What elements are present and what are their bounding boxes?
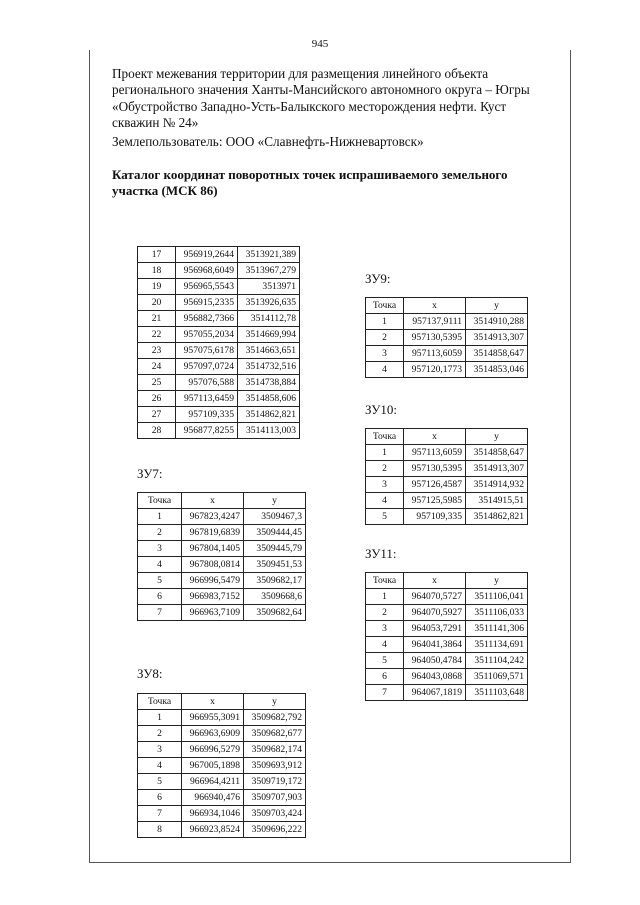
project-title-line: регионального значения Ханты-Мансийского автономного округа – Югры	[112, 82, 530, 98]
table-row	[366, 445, 528, 461]
catalog-title	[112, 167, 552, 199]
x-coordinate-cell: 966983,7152	[182, 589, 244, 605]
table-row	[366, 589, 528, 605]
section-label-zu10: ЗУ10:	[365, 402, 398, 417]
y-coordinate-cell: 3509682,64	[244, 605, 306, 621]
coordinates-table-zu10	[365, 428, 528, 525]
point-number-cell: 24	[138, 359, 176, 375]
y-coordinate-cell: 3513921,389	[238, 247, 300, 263]
point-number-cell: 26	[138, 391, 176, 407]
table-row	[138, 541, 306, 557]
y-coordinate-cell: 3511104,242	[466, 653, 528, 669]
table-row	[138, 790, 306, 806]
table-row	[138, 822, 306, 838]
page-number: 945	[311, 38, 329, 50]
point-number-cell: 7	[138, 806, 182, 822]
y-coordinate-cell: 3511069,571	[466, 669, 528, 685]
y-coordinate-cell: 3514858,606	[238, 391, 300, 407]
y-coordinate-cell: 3509444,45	[244, 525, 306, 541]
column-header-y: y	[244, 694, 306, 710]
point-number-cell: 4	[366, 637, 404, 653]
coordinates-table-zu9	[365, 297, 528, 378]
x-coordinate-cell: 957125,5985	[404, 493, 466, 509]
table-row	[138, 391, 300, 407]
column-header-x: x	[404, 573, 466, 589]
point-number-cell: 19	[138, 279, 176, 295]
y-coordinate-cell: 3509682,17	[244, 573, 306, 589]
y-coordinate-cell: 3509445,79	[244, 541, 306, 557]
y-coordinate-cell: 3513926,635	[238, 295, 300, 311]
point-number-cell: 2	[366, 330, 404, 346]
point-number-cell: 25	[138, 375, 176, 391]
point-number-cell: 4	[138, 557, 182, 573]
x-coordinate-cell: 967808,0814	[182, 557, 244, 573]
x-coordinate-cell: 967005,1898	[182, 758, 244, 774]
y-coordinate-cell: 3513967,279	[238, 263, 300, 279]
column-header-y: y	[466, 298, 528, 314]
point-number-cell: 1	[138, 509, 182, 525]
table-row	[366, 346, 528, 362]
x-coordinate-cell: 956968,6049	[176, 263, 238, 279]
point-number-cell: 27	[138, 407, 176, 423]
x-coordinate-cell: 957109,335	[176, 407, 238, 423]
x-coordinate-cell: 957113,6459	[176, 391, 238, 407]
point-number-cell: 8	[138, 822, 182, 838]
y-coordinate-cell: 3509693,912	[244, 758, 306, 774]
y-coordinate-cell: 3509682,677	[244, 726, 306, 742]
y-coordinate-cell: 3514858,647	[466, 346, 528, 362]
point-number-cell: 17	[138, 247, 176, 263]
project-title-line: скважин № 24»	[112, 114, 199, 130]
x-coordinate-cell: 964050,4784	[404, 653, 466, 669]
table-row	[138, 758, 306, 774]
point-number-cell: 1	[138, 710, 182, 726]
point-number-cell: 3	[138, 742, 182, 758]
y-coordinate-cell: 3513971	[238, 279, 300, 295]
x-coordinate-cell: 956965,5543	[176, 279, 238, 295]
table-row	[138, 343, 300, 359]
x-coordinate-cell: 967804,1405	[182, 541, 244, 557]
x-coordinate-cell: 957137,9111	[404, 314, 466, 330]
project-title-line: «Обустройство Западно-Усть-Балыкского месторождения нефти. Куст	[112, 98, 507, 114]
table-row	[138, 509, 306, 525]
table-row	[138, 247, 300, 263]
x-coordinate-cell: 957076,588	[176, 375, 238, 391]
x-coordinate-cell: 964070,5927	[404, 605, 466, 621]
y-coordinate-cell: 3514732,516	[238, 359, 300, 375]
table-row	[138, 710, 306, 726]
point-number-cell: 2	[138, 726, 182, 742]
x-coordinate-cell: 957109,335	[404, 509, 466, 525]
table-row	[138, 327, 300, 343]
column-header-y: y	[466, 429, 528, 445]
table-row	[366, 461, 528, 477]
x-coordinate-cell: 966964,4211	[182, 774, 244, 790]
point-number-cell: 3	[366, 477, 404, 493]
x-coordinate-cell: 964043,0868	[404, 669, 466, 685]
column-header-x: x	[404, 298, 466, 314]
point-number-cell: 1	[366, 445, 404, 461]
point-number-cell: 22	[138, 327, 176, 343]
document-header	[112, 66, 552, 150]
table-row	[366, 509, 528, 525]
coordinates-table-zu7	[137, 492, 306, 621]
column-header-point: Точка	[138, 694, 182, 710]
point-number-cell: 6	[138, 790, 182, 806]
column-header-x: x	[182, 694, 244, 710]
x-coordinate-cell: 957130,5395	[404, 330, 466, 346]
table-row	[138, 806, 306, 822]
table-row	[366, 637, 528, 653]
point-number-cell: 21	[138, 311, 176, 327]
table-row	[138, 295, 300, 311]
y-coordinate-cell: 3514862,821	[238, 407, 300, 423]
table-row	[138, 407, 300, 423]
table-row	[138, 605, 306, 621]
x-coordinate-cell: 956882,7366	[176, 311, 238, 327]
table-row	[138, 742, 306, 758]
column-header-y: y	[466, 573, 528, 589]
y-coordinate-cell: 3514853,046	[466, 362, 528, 378]
y-coordinate-cell: 3511106,041	[466, 589, 528, 605]
y-coordinate-cell: 3514910,288	[466, 314, 528, 330]
column-header-y: y	[244, 493, 306, 509]
point-number-cell: 20	[138, 295, 176, 311]
y-coordinate-cell: 3509668,6	[244, 589, 306, 605]
table-row	[138, 589, 306, 605]
catalog-title-line: Каталог координат поворотных точек испрашиваемого земельного	[112, 167, 508, 182]
y-coordinate-cell: 3511141,306	[466, 621, 528, 637]
x-coordinate-cell: 967823,4247	[182, 509, 244, 525]
y-coordinate-cell: 3514112,78	[238, 311, 300, 327]
coordinates-table-zu11	[365, 572, 528, 701]
y-coordinate-cell: 3514738,884	[238, 375, 300, 391]
y-coordinate-cell: 3509451,53	[244, 557, 306, 573]
point-number-cell: 7	[138, 605, 182, 621]
column-header-point: Точка	[366, 298, 404, 314]
table-row	[138, 726, 306, 742]
x-coordinate-cell: 966963,7109	[182, 605, 244, 621]
y-coordinate-cell: 3514113,003	[238, 423, 300, 439]
y-coordinate-cell: 3514663,651	[238, 343, 300, 359]
x-coordinate-cell: 956877,8255	[176, 423, 238, 439]
y-coordinate-cell: 3511103,648	[466, 685, 528, 701]
x-coordinate-cell: 966934,1046	[182, 806, 244, 822]
x-coordinate-cell: 966996,5479	[182, 573, 244, 589]
point-number-cell: 1	[366, 589, 404, 605]
point-number-cell: 3	[366, 346, 404, 362]
table-row	[138, 525, 306, 541]
x-coordinate-cell: 957130,5395	[404, 461, 466, 477]
table-row	[366, 669, 528, 685]
x-coordinate-cell: 957097,0724	[176, 359, 238, 375]
x-coordinate-cell: 957113,6059	[404, 445, 466, 461]
y-coordinate-cell: 3509696,222	[244, 822, 306, 838]
table-row	[138, 423, 300, 439]
point-number-cell: 7	[366, 685, 404, 701]
table-row	[366, 493, 528, 509]
x-coordinate-cell: 956915,2335	[176, 295, 238, 311]
project-title-line: Проект межевания территории для размещения линейного объекта	[112, 66, 489, 81]
table-row	[366, 477, 528, 493]
coordinates-table-zu8	[137, 693, 306, 838]
y-coordinate-cell: 3511106,033	[466, 605, 528, 621]
x-coordinate-cell: 966963,6909	[182, 726, 244, 742]
y-coordinate-cell: 3509682,174	[244, 742, 306, 758]
x-coordinate-cell: 966940,476	[182, 790, 244, 806]
y-coordinate-cell: 3509707,903	[244, 790, 306, 806]
column-header-point: Точка	[138, 493, 182, 509]
x-coordinate-cell: 966996,5279	[182, 742, 244, 758]
table-row	[138, 573, 306, 589]
point-number-cell: 5	[138, 774, 182, 790]
table-row	[366, 330, 528, 346]
column-header-point: Точка	[366, 429, 404, 445]
table-row	[366, 653, 528, 669]
y-coordinate-cell: 3514858,647	[466, 445, 528, 461]
section-label-zu8: ЗУ8:	[137, 666, 163, 681]
y-coordinate-cell: 3514862,821	[466, 509, 528, 525]
table-row	[138, 375, 300, 391]
x-coordinate-cell: 966955,3091	[182, 710, 244, 726]
land-user: Землепользователь: ООО «Славнефть-Нижневартовск»	[112, 134, 424, 150]
point-number-cell: 2	[366, 461, 404, 477]
x-coordinate-cell: 957126,4587	[404, 477, 466, 493]
x-coordinate-cell: 964041,3864	[404, 637, 466, 653]
point-number-cell: 3	[138, 541, 182, 557]
y-coordinate-cell: 3514915,51	[466, 493, 528, 509]
point-number-cell: 4	[366, 362, 404, 378]
table-row	[366, 362, 528, 378]
table-row	[366, 605, 528, 621]
table-row	[366, 685, 528, 701]
y-coordinate-cell: 3509719,172	[244, 774, 306, 790]
catalog-title-line: участка (МСК 86)	[112, 183, 218, 198]
point-number-cell: 2	[138, 525, 182, 541]
point-number-cell: 5	[366, 509, 404, 525]
coordinates-table-continuation	[137, 246, 300, 439]
table-row	[366, 621, 528, 637]
x-coordinate-cell: 966923,8524	[182, 822, 244, 838]
y-coordinate-cell: 3509682,792	[244, 710, 306, 726]
y-coordinate-cell: 3509467,3	[244, 509, 306, 525]
point-number-cell: 28	[138, 423, 176, 439]
column-header-x: x	[404, 429, 466, 445]
table-row	[138, 311, 300, 327]
y-coordinate-cell: 3509703,424	[244, 806, 306, 822]
x-coordinate-cell: 956919,2644	[176, 247, 238, 263]
point-number-cell: 1	[366, 314, 404, 330]
point-number-cell: 4	[138, 758, 182, 774]
x-coordinate-cell: 957113,6059	[404, 346, 466, 362]
point-number-cell: 3	[366, 621, 404, 637]
table-row	[138, 557, 306, 573]
point-number-cell: 4	[366, 493, 404, 509]
column-header-point: Точка	[366, 573, 404, 589]
x-coordinate-cell: 957075,6178	[176, 343, 238, 359]
table-row	[138, 359, 300, 375]
section-label-zu11: ЗУ11:	[365, 546, 397, 561]
table-row	[138, 774, 306, 790]
y-coordinate-cell: 3514913,307	[466, 330, 528, 346]
y-coordinate-cell: 3514914,932	[466, 477, 528, 493]
x-coordinate-cell: 964067,1819	[404, 685, 466, 701]
point-number-cell: 2	[366, 605, 404, 621]
table-row	[366, 314, 528, 330]
column-header-x: x	[182, 493, 244, 509]
x-coordinate-cell: 967819,6839	[182, 525, 244, 541]
y-coordinate-cell: 3511134,691	[466, 637, 528, 653]
y-coordinate-cell: 3514913,307	[466, 461, 528, 477]
x-coordinate-cell: 964070,5727	[404, 589, 466, 605]
point-number-cell: 5	[366, 653, 404, 669]
point-number-cell: 6	[138, 589, 182, 605]
point-number-cell: 18	[138, 263, 176, 279]
table-row	[138, 263, 300, 279]
point-number-cell: 5	[138, 573, 182, 589]
table-row	[138, 279, 300, 295]
section-label-zu7: ЗУ7:	[137, 466, 163, 481]
x-coordinate-cell: 957120,1773	[404, 362, 466, 378]
point-number-cell: 6	[366, 669, 404, 685]
y-coordinate-cell: 3514669,994	[238, 327, 300, 343]
point-number-cell: 23	[138, 343, 176, 359]
x-coordinate-cell: 957055,2034	[176, 327, 238, 343]
x-coordinate-cell: 964053,7291	[404, 621, 466, 637]
section-label-zu9: ЗУ9:	[365, 271, 391, 286]
